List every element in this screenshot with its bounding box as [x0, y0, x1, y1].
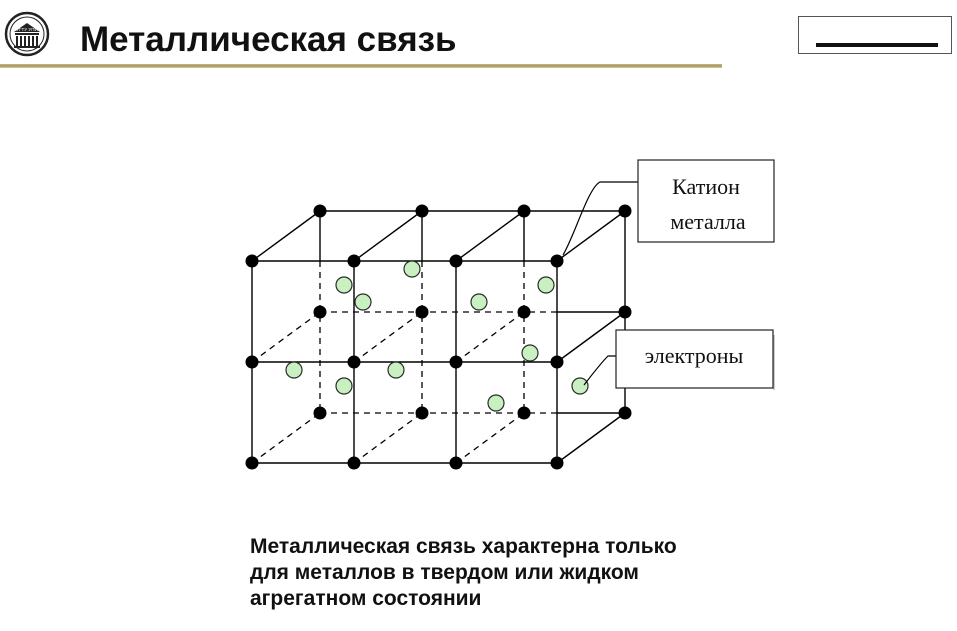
cation-dot: [348, 457, 361, 470]
electron-dot: [471, 294, 487, 310]
electrons-label: электроны: [644, 343, 744, 368]
lattice-edge-hidden: [354, 413, 422, 463]
cation-dot: [551, 255, 564, 268]
cation-dot: [314, 407, 327, 420]
cation-dot: [348, 255, 361, 268]
cation-dot: [619, 306, 632, 319]
caption-line-1: Металлическая связь характерна только: [250, 535, 677, 558]
electron-dot: [404, 261, 420, 277]
lattice-edge: [456, 211, 524, 261]
cation-dot: [450, 457, 463, 470]
electron-dot: [336, 378, 352, 394]
cation-dot: [314, 205, 327, 218]
lattice-edge: [354, 211, 422, 261]
cation-dot: [551, 457, 564, 470]
cation-dot: [348, 356, 361, 369]
cation-label-line2: металла: [670, 209, 746, 234]
electron-dot: [488, 395, 504, 411]
cation-dot: [246, 255, 259, 268]
cation-dot: [619, 205, 632, 218]
caption-line-3: агрегатном состоянии: [250, 587, 482, 610]
lattice-edge-hidden: [354, 312, 422, 362]
cation-dot: [314, 306, 327, 319]
lattice-edge: [557, 413, 625, 463]
electron-dot: [572, 378, 588, 394]
electron-dot: [355, 294, 371, 310]
lattice-edge-hidden: [456, 413, 524, 463]
electron-dot: [286, 362, 302, 378]
cation-label-line1: Катион: [672, 174, 740, 199]
lattice-edge-hidden: [252, 312, 320, 362]
cation-dot: [416, 306, 429, 319]
cation-dot: [246, 457, 259, 470]
lattice-edge: [557, 211, 625, 261]
page-title: Металлическая связь: [80, 20, 457, 59]
cation-dot: [450, 255, 463, 268]
cation-dot: [450, 356, 463, 369]
electrons-pointer: [584, 356, 616, 385]
caption-text: [250, 534, 770, 612]
cation-pointer: [563, 182, 638, 255]
lattice-edge-hidden: [456, 312, 524, 362]
logo-text: УГТУ УПИ: [16, 27, 38, 32]
cation-dot: [518, 306, 531, 319]
lattice-edge: [252, 211, 320, 261]
cation-dot: [416, 205, 429, 218]
lattice-edge-hidden: [252, 413, 320, 463]
electron-dot: [336, 277, 352, 293]
cation-dot: [518, 407, 531, 420]
electron-dot: [522, 345, 538, 361]
cation-dot: [551, 356, 564, 369]
cation-dot: [518, 205, 531, 218]
cation-dot: [246, 356, 259, 369]
caption-line-2: для металлов в твердом или жидком: [250, 561, 639, 584]
cation-dot: [619, 407, 632, 420]
electron-dot: [388, 362, 404, 378]
cation-dot: [416, 407, 429, 420]
lattice-edge: [557, 312, 625, 362]
electron-dot: [538, 277, 554, 293]
